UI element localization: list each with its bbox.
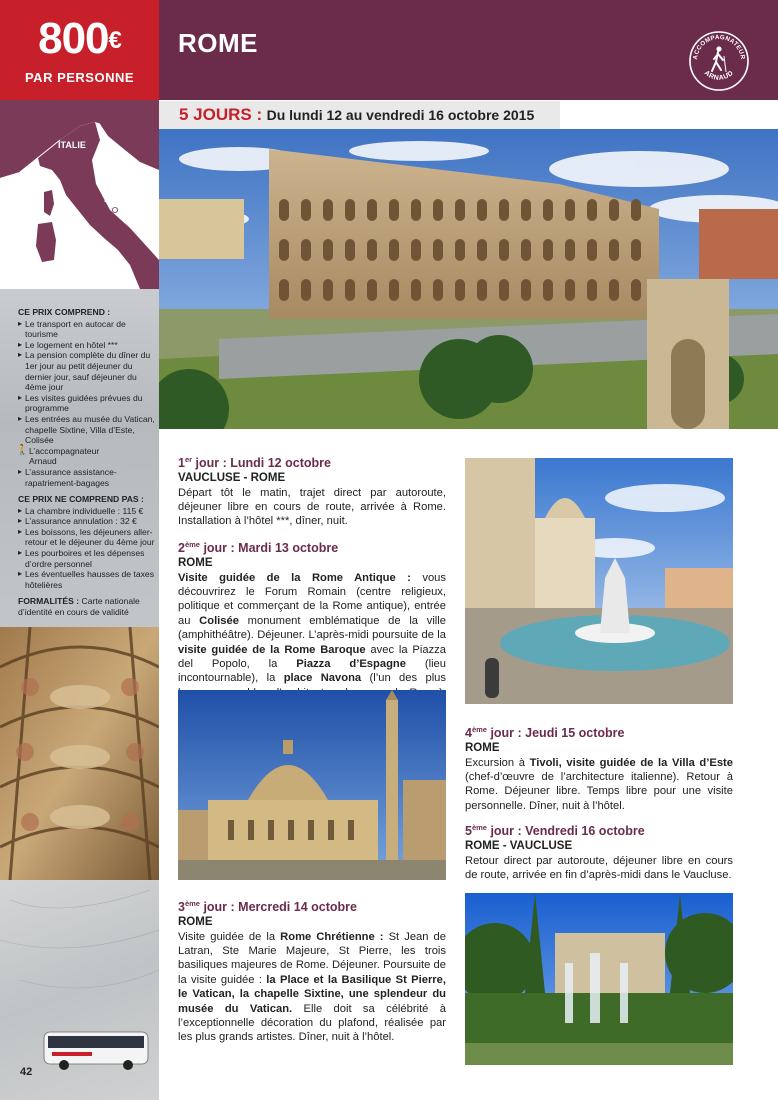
hiker-icon: 🚶 [16, 444, 29, 456]
colosseum-photo [159, 129, 778, 429]
includes-item: ▸ Le logement en hôtel *** [18, 340, 155, 351]
day-1-place: VAUCLUSE - ROME [178, 472, 286, 485]
guide-line2: Arnaud [29, 456, 57, 467]
day-2-text: Visite guidée de la Rome Antique : vous découvrirez le Forum Romain (centre religieux, politique et commerçant de la Rome antique), entrée au Colisée monument emblématique de la ville (amphithéâtre). Déjeuner. L’après-midi poursuite de la visite guidée de la Rome Baroque avec la Piazza del Popolo, la Piazza d’Espagne (lieu incontournable), la place Navona (l’un des plus [178, 571, 447, 685]
day-5-text: Retour direct par autoroute, déjeuner libre en cours de route, arrivée en fin d’après-midi dans le Vaucluse. [465, 854, 733, 881]
price-subtitle: PAR PERSONNE [24, 70, 135, 85]
includes-item-guide [18, 446, 155, 467]
day-4-text: Excursion à Tivoli, visite guidée de la Villa d’Este (chef-d’œuvre de l’architecture italienne). Retour à Rome. Déjeuner libre. Temps libre pour une visite personnelle. Dîner, nuit à l’hôtel. [465, 756, 733, 812]
st-peter-photo [178, 690, 446, 880]
excludes-item: ▸ Les éventuelles hausses de taxes hôtelières [18, 569, 155, 590]
price-amount [0, 14, 159, 64]
ceiling-graphic [0, 627, 159, 880]
day-5-title: 5ème jour : Vendredi 16 octobre [465, 823, 645, 839]
includes-title: CE PRIX COMPREND : [18, 307, 111, 317]
day-4-place: ROME [465, 742, 500, 755]
day-3 [178, 896, 446, 1045]
excludes-item: ▸ Les pourboires et les dépenses d’ordre personnel [18, 548, 155, 569]
sistine-ceiling-photo [0, 627, 159, 880]
excludes-item: ▸ Les boissons, les déjeuners aller-retour et le déjeuner du 4ème jour [18, 527, 155, 548]
includes-item: ▸ Le transport en autocar de tourisme [18, 319, 155, 340]
day-3-title: 3ème jour : Mercredi 14 octobre [178, 899, 357, 915]
formalities [18, 596, 155, 617]
trip-dates-bar [159, 101, 560, 129]
hiker-icon [712, 46, 726, 72]
price-value: 800 [38, 14, 109, 63]
villa-deste-photo [465, 893, 733, 1065]
villa-deste-graphic [465, 893, 733, 1065]
day-4-title: 4ème jour : Jeudi 15 octobre [465, 725, 625, 741]
italy-map [0, 100, 159, 289]
badge-bottom-text: ARNAUD [702, 69, 736, 82]
price-box [0, 0, 159, 100]
day-1 [178, 452, 446, 529]
day-2-title: 2ème jour : Mardi 13 octobre [178, 540, 339, 556]
badge-top-text: ACCOMPAGNATEUR [691, 33, 747, 61]
trip-duration: 5 JOURS : [179, 105, 263, 124]
day-5-place: ROME - VAUCLUSE [465, 840, 573, 853]
header-banner [159, 0, 778, 100]
includes-item: ▸ Les visites guidées prévues du programme [18, 393, 155, 414]
colosseum-graphic [159, 129, 778, 429]
includes-item: ▸ L’assurance assistance-rapatriement-bagages [18, 467, 155, 488]
includes-item: ▸ Les entrées au musée du Vatican, chapelle Sixtine, Villa d’Este, Colisée [18, 414, 155, 446]
price-currency: € [108, 27, 121, 54]
excludes-list [18, 506, 155, 591]
svg-text:ARNAUD [703, 70, 735, 82]
page-number: 42 [20, 1066, 33, 1078]
map-label-city: Rome [104, 194, 130, 204]
includes-item: ▸ La pension complète du dîner du 1er jour au petit déjeuner du dernier jour, sauf déjeuner du 4ème jour [18, 350, 155, 392]
trip-dates: Du lundi 12 au vendredi 16 octobre 2015 [266, 107, 535, 123]
day-2 [178, 537, 446, 715]
excludes-title: CE PRIX NE COMPREND PAS : [18, 494, 144, 505]
accompagnateur-badge [688, 30, 750, 92]
excludes-item: ▸ L’assurance annulation : 32 € [18, 516, 155, 527]
guide-line1: L’accompagnateur [29, 445, 100, 456]
italy-map-graphic [0, 100, 159, 289]
day-1-text: Départ tôt le matin, trajet direct par autoroute, déjeuner libre en cours de route, arrivée à Rome. Installation à l’hôtel ***, dîner, nuit. [178, 486, 446, 528]
day-1-title: 1er jour : Lundi 12 octobre [178, 455, 331, 471]
day-4 [465, 722, 733, 813]
formalities-label: FORMALITÉS : [18, 596, 80, 607]
day-3-text: Visite guidée de la Rome Chrétienne : St Jean de Latran, Ste Marie Majeure, St Pierre, les trois basiliques majeures de Rome. Déjeuner. Poursuite de la visite guidée : la Place et la Basilique St Pierre, le Vatican, la chapelle Sixtine, une splendeur du musée du Vatican. Elle doit sa célébrité à l’exceptionnelle décoration du plafond, réalisée par les plus grands artistes. Dîner, nuit à l’hôtel. [178, 930, 446, 1044]
day-2-place: ROME [178, 557, 213, 570]
day-3-place: ROME [178, 916, 213, 929]
map-label-country: ITALIE [58, 140, 86, 150]
page-title: ROME [178, 28, 258, 58]
st-peter-graphic [178, 690, 446, 880]
day-5 [465, 820, 733, 882]
excludes-item: ▸ La chambre individuelle : 115 € [18, 506, 155, 517]
formalities-text: Carte nationale d’identité en cours de validité [18, 596, 140, 618]
info-panel [0, 289, 159, 627]
navona-graphic [465, 458, 733, 704]
includes-list [18, 319, 155, 489]
piazza-navona-photo [465, 458, 733, 704]
